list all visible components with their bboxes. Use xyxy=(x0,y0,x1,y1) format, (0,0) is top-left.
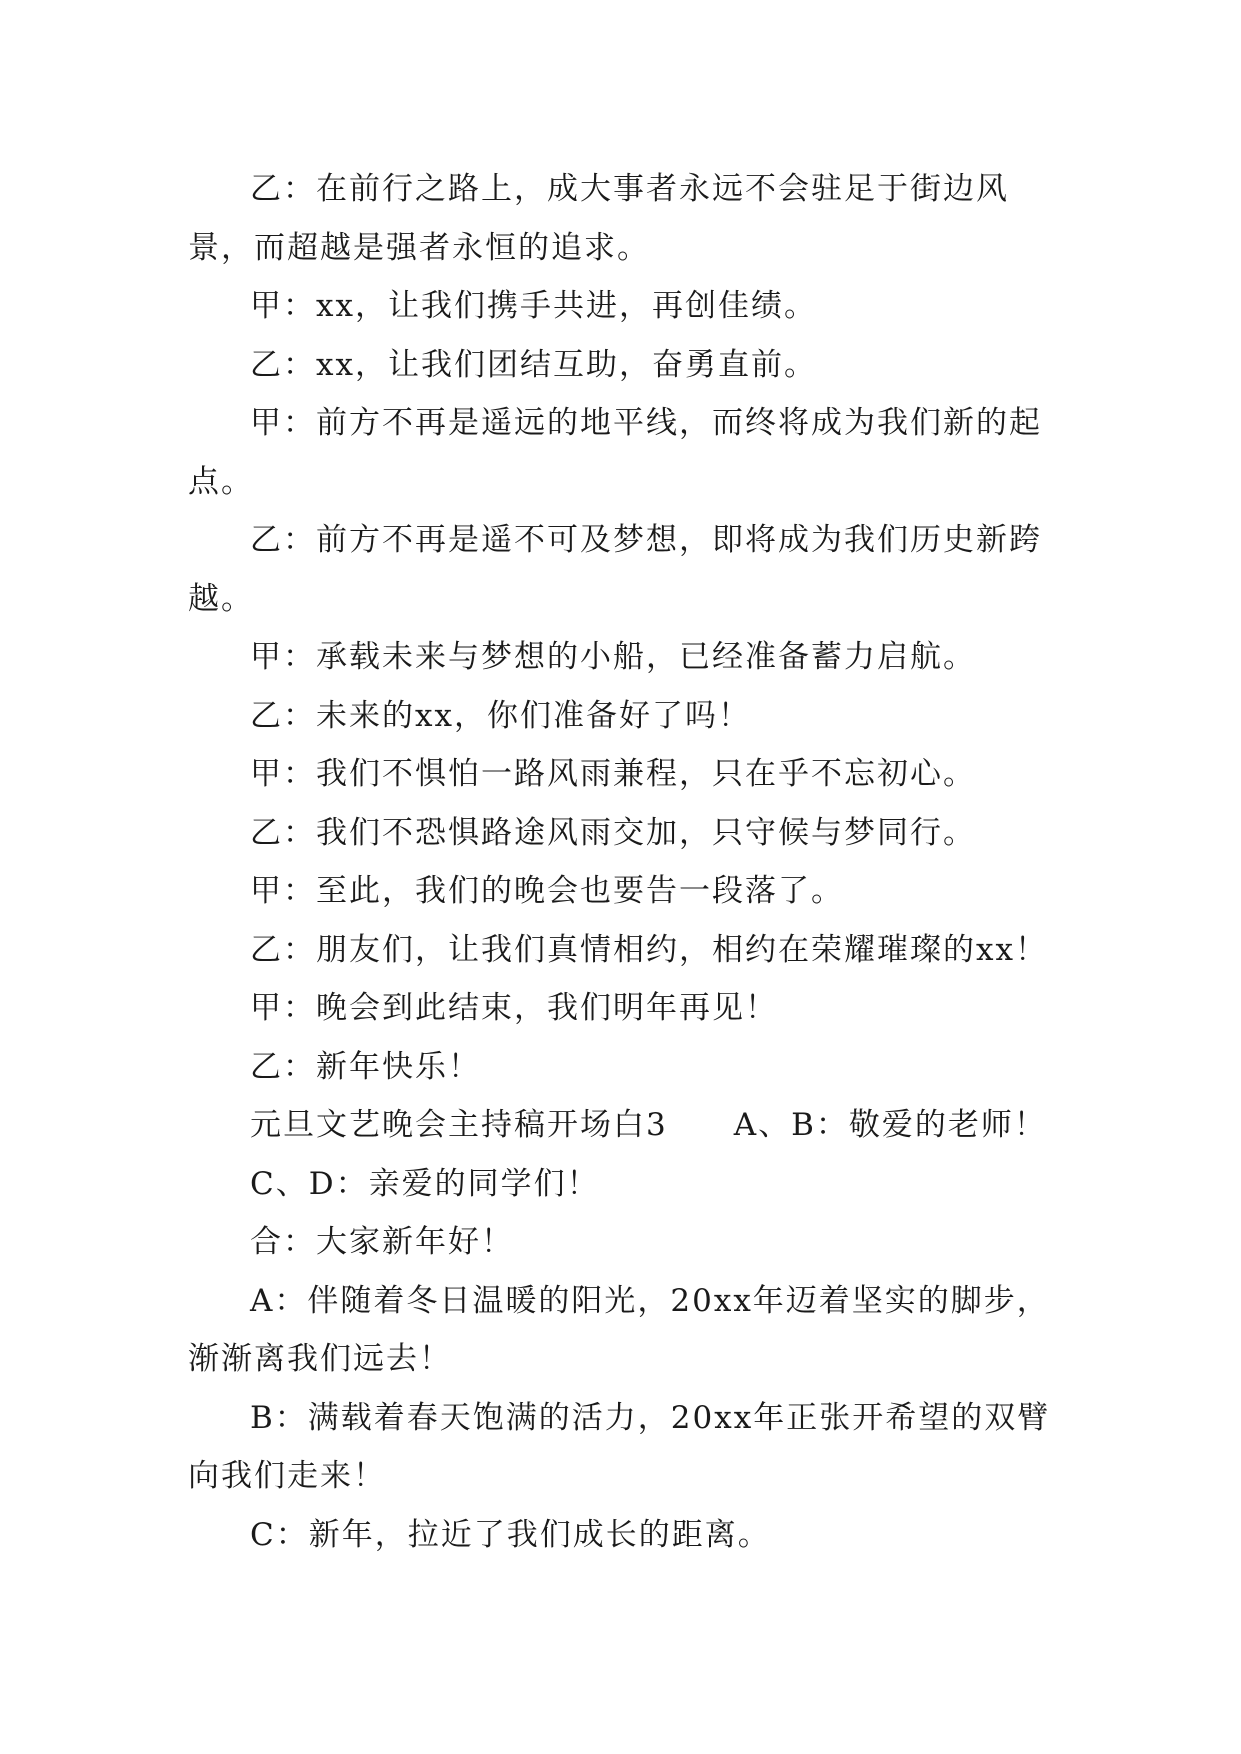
section-heading-paragraph: 元旦文艺晚会主持稿开场白3 A、B：敬爱的老师！ xyxy=(250,1107,1047,1143)
document-body xyxy=(188,160,1058,1564)
paragraph: 合：大家新年好！ xyxy=(250,1224,514,1260)
paragraph: C：新年，拉近了我们成长的距离。 xyxy=(250,1516,771,1553)
paragraph: 乙：在前行之路上，成大事者永远不会驻足于街边风景，而超越是强者永恒的追求。 xyxy=(188,171,1009,266)
paragraph: 乙：我们不恐惧路途风雨交加，只守候与梦同行。 xyxy=(250,814,976,851)
paragraph: 乙：新年快乐！ xyxy=(250,1048,481,1085)
paragraph: 乙：朋友们，让我们真情相约，相约在荣耀璀璨的xx！ xyxy=(250,931,1048,968)
paragraph: 甲：至此，我们的晚会也要告一段落了。 xyxy=(250,873,844,909)
paragraph: B：满载着春天饱满的活力，20xx年正张开希望的双臂向我们走来！ xyxy=(188,1399,1051,1494)
paragraph: 乙：前方不再是遥不可及梦想，即将成为我们历史新跨越。 xyxy=(188,522,1042,617)
paragraph: 乙：未来的xx，你们准备好了吗！ xyxy=(250,697,751,734)
paragraph: 甲：晚会到此结束，我们明年再见！ xyxy=(250,990,778,1026)
paragraph: A：伴随着冬日温暖的阳光，20xx年迈着坚实的脚步，渐渐离我们远去！ xyxy=(188,1282,1050,1377)
paragraph: 甲：前方不再是遥远的地平线，而终将成为我们新的起点。 xyxy=(188,405,1042,500)
paragraph: 甲：我们不惧怕一路风雨兼程，只在乎不忘初心。 xyxy=(250,756,976,792)
paragraph: 甲：xx，让我们携手共进，再创佳绩。 xyxy=(250,288,817,324)
paragraph: 乙：xx，让我们团结互助，奋勇直前。 xyxy=(250,346,817,383)
paragraph: 甲：承载未来与梦想的小船，已经准备蓄力启航。 xyxy=(250,639,976,675)
paragraph: C、D：亲爱的同学们！ xyxy=(250,1165,600,1202)
